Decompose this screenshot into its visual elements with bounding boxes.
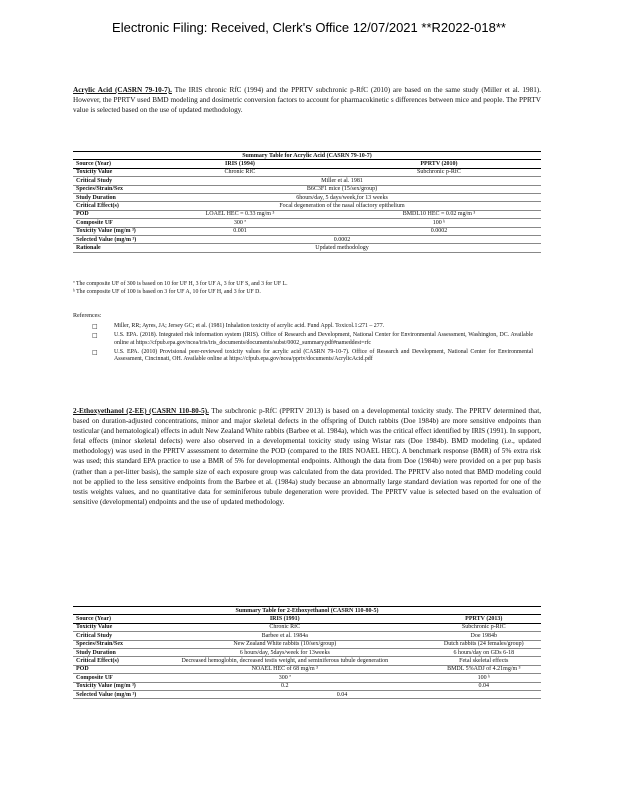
- table1-row-label: Toxicity Value: [73, 168, 143, 176]
- table1-cell-span: Focal degeneration of the nasal olfactory epithelium: [143, 202, 541, 210]
- ethoxyethanol-summary-table: [73, 606, 541, 699]
- acrylic-acid-body: The IRIS chronic RfC (1994) and the PPRTV subchronic p-RfC (2010) are based on the same study (Miller et al. 1981). However, the PPRTV used BMD modeling and dosimetric conversion factors to account for pharmacokinetic s differences between mice and people. The PPRTV value is selected based on the use of updated methodology.: [73, 86, 541, 115]
- table1-col-iris: IRIS (1994): [143, 160, 337, 168]
- table1-cell-iris: LOAEL HEC = 0.33 mg/m ³: [143, 210, 337, 218]
- filing-header: Electronic Filing: Received, Clerk's Office 12/07/2021 **R2022-018**: [112, 20, 506, 35]
- references-list: [88, 323, 533, 365]
- table1-row-label: Composite UF: [73, 219, 143, 227]
- table1-cell-iris: 0.001: [143, 227, 337, 235]
- table1-row-label: Selected Value (mg/m ³): [73, 236, 143, 244]
- table1-cell-iris: Chronic RfC: [143, 168, 337, 176]
- table1-row-label: Toxicity Value (mg/m ³): [73, 227, 143, 235]
- table1-cell-pprtv: 100 ᵇ: [337, 219, 541, 227]
- ethoxyethanol-body: The subchronic p-RfC (PPRTV 2013) is based on a developmental toxicity study. The PPRTV determined that, based on duration-adjusted concentrations, minor and major skeletal defects in the offspring of Dutch rabbits (Doe 1984b) are more sensitive endpoints than testicular (and hematological) effects in adult New Zealand White rabbits (Barbee et al. 1984a), which was the critical effect identified by IRIS (1991). In support, fetal effects (minor skeletal defects) were also observed in a developmental toxicity study using Wistar rats (Doe 1984b). BMD modeling (i.e., updated methodology) was used in the PPRTV assessment to determine the POD (compared to the IRIS NOAEL HEC). A benchmark response (BMR) of 5% extra risk was used; this standard EPA practice to use a BMR of 5% for developmental endpoints. Although the data from Doe (1984b) were provided on a per pup basis (rather than a per-litter basis), the sample size of each exposure group was calculated from the data provided. The PPRTV also noted that BMD modeling could not be applied to the less sensitive endpoints from the Barbee et al. (1984a) study because an abnormally large standard deviation was reported for one of the testis weights values, and no quantitative data for seminiferous tubule degeneration were provided. The PPRTV value is selected based on the evaluation of sensitive (developmental) endpoints and the use of updated methodology.: [73, 407, 541, 506]
- table2-row-label: Critical Study: [73, 632, 143, 640]
- table1-row-label: Critical Effect(s): [73, 202, 143, 210]
- acrylic-acid-heading: Acrylic Acid (CASRN 79-10-7).: [73, 86, 172, 94]
- table2-row-label: Critical Effect(s): [73, 657, 143, 665]
- table2-cell-iris: NOAEL HEC of 68 mg/m ³: [143, 665, 427, 673]
- table2-cell-iris: Decreased hemoglobin, decreased testis weight, and seminiferous tubule degeneration: [143, 657, 427, 665]
- bullet-icon: □: [92, 348, 98, 356]
- table2-row-label: POD: [73, 665, 143, 673]
- table1-cell-span: 6hours/day, 5 days/week,for 13 weeks: [143, 194, 541, 202]
- table1-row-label: Critical Study: [73, 177, 143, 185]
- table2-cell-span: 0.04: [143, 691, 541, 699]
- table2-cell-iris: New Zealand White rabbits (10/sex/group): [143, 640, 427, 648]
- references-title: References:: [73, 313, 102, 319]
- acrylic-acid-paragraph: [73, 85, 541, 115]
- table1-row-label: Study Duration: [73, 194, 143, 202]
- table1-col-pprtv: PPRTV (2010): [337, 160, 541, 168]
- table2-cell-pprtv: 6 hours/day on GDs 6-18: [427, 649, 541, 657]
- table1-row-label: Rationale: [73, 244, 143, 252]
- bullet-icon: □: [92, 332, 98, 340]
- table1-cell-iris: 300 ª: [143, 219, 337, 227]
- table2-cell-iris: 0.2: [143, 682, 427, 690]
- table2-cell-iris: Chronic RfC: [143, 623, 427, 631]
- table1-title: Summary Table for Acrylic Acid (CASRN 79-10-7): [73, 152, 541, 160]
- table1-row-label: POD: [73, 210, 143, 218]
- table2-row-label: Toxicity Value: [73, 623, 143, 631]
- reference-item: [88, 323, 533, 330]
- table1-cell-span: Updated methodology: [143, 244, 541, 252]
- table2-cell-pprtv: Doe 1984b: [427, 632, 541, 640]
- table2-cell-pprtv: Subchronic p-RfC: [427, 623, 541, 631]
- table2-col-iris: IRIS (1991): [143, 615, 427, 623]
- table2-row-label: Toxicity Value (mg/m ³): [73, 682, 143, 690]
- table2-cell-pprtv: Fetal skeletal effects: [427, 657, 541, 665]
- table2-cell-pprtv: Dutch rabbits (24 females/group): [427, 640, 541, 648]
- table2-cell-pprtv: 0.04: [427, 682, 541, 690]
- table1-footnote: ª The composite UF of 300 is based on 10 for UF H, 3 for UF A, 3 for UF S, and 3 for UF L.: [73, 281, 288, 287]
- table2-col-pprtv: PPRTV (2013): [427, 615, 541, 623]
- table2-row-label: Composite UF: [73, 674, 143, 682]
- table1-cell-span: 0.0002: [143, 236, 541, 244]
- reference-text: U.S. EPA. (2018). Integrated risk information system (IRIS). Office of Research and Development, National Center for Environmental Assessment, Washington, DC. Available online at https://cfpub.epa.gov/ncea/iris/iris_documents/documents/subst/0002_summary.pdf#nameddest=rfc: [114, 332, 533, 346]
- ethoxyethanol-heading: 2-Ethoxyethanol (2-EE) (CASRN 110-80-5).: [73, 407, 209, 415]
- reference-text: Miller, RR; Ayres, JA; Jersey GC; et al. (1981) Inhalation toxicity of acrylic acid. Fund Appl. Toxicol.1:271 – 277.: [114, 323, 385, 329]
- reference-text: U.S. EPA. (2010) Provisional peer-reviewed toxicity values for acrylic acid (CASRN 79-10-7). Office of Research and Development, National Center for Environmental Assessment, Cincinnati, OH. Available online at https://cfpub.epa.gov/ncea/pprtv/documents/AcrylicAcid.pdf: [114, 348, 533, 363]
- table2-row-label: Study Duration: [73, 649, 143, 657]
- table2-cell-iris: 300 ª: [143, 674, 427, 682]
- table2-cell-pprtv: BMDL 5%ADJ of 4.21mg/m ³: [427, 665, 541, 673]
- table1-cell-pprtv: BMDL10 HEC = 0.02 mg/m ³: [337, 210, 541, 218]
- table2-title: Summary Table for 2-Ethoxyethanol (CASRN 110-80-5): [73, 607, 541, 615]
- table1-cell-pprtv: 0.0002: [337, 227, 541, 235]
- table1-cell-span: Miller et al. 1981: [143, 177, 541, 185]
- table1-footnotes: [73, 281, 541, 296]
- ethoxyethanol-paragraph: [73, 406, 541, 507]
- table1-row-label: Source (Year): [73, 160, 143, 168]
- reference-item: [88, 332, 533, 347]
- reference-item: [88, 349, 533, 364]
- table2-cell-iris: Barbee et al. 1984a: [143, 632, 427, 640]
- table2-row-label: Species/Strain/Sex: [73, 640, 143, 648]
- table2-cell-pprtv: 100 ᵇ: [427, 674, 541, 682]
- table1-row-label: Species/Strain/Sex: [73, 185, 143, 193]
- table2-row-label: Source (Year): [73, 615, 143, 623]
- table2-cell-iris: 6 hours/day, 5days/week for 13weeks: [143, 649, 427, 657]
- table2-row-label: Selected Value (mg/m ³): [73, 691, 143, 699]
- table1-footnote: ᵇ The composite UF of 100 is based on 3 for UF A, 10 for UF H, and 3 for UF D.: [73, 288, 261, 295]
- table1-cell-span: B6C3F1 mice (15/sex/group): [143, 185, 541, 193]
- table1-cell-pprtv: Subchronic p-RfC: [337, 168, 541, 176]
- acrylic-acid-summary-table: [73, 151, 541, 253]
- bullet-icon: □: [92, 323, 98, 330]
